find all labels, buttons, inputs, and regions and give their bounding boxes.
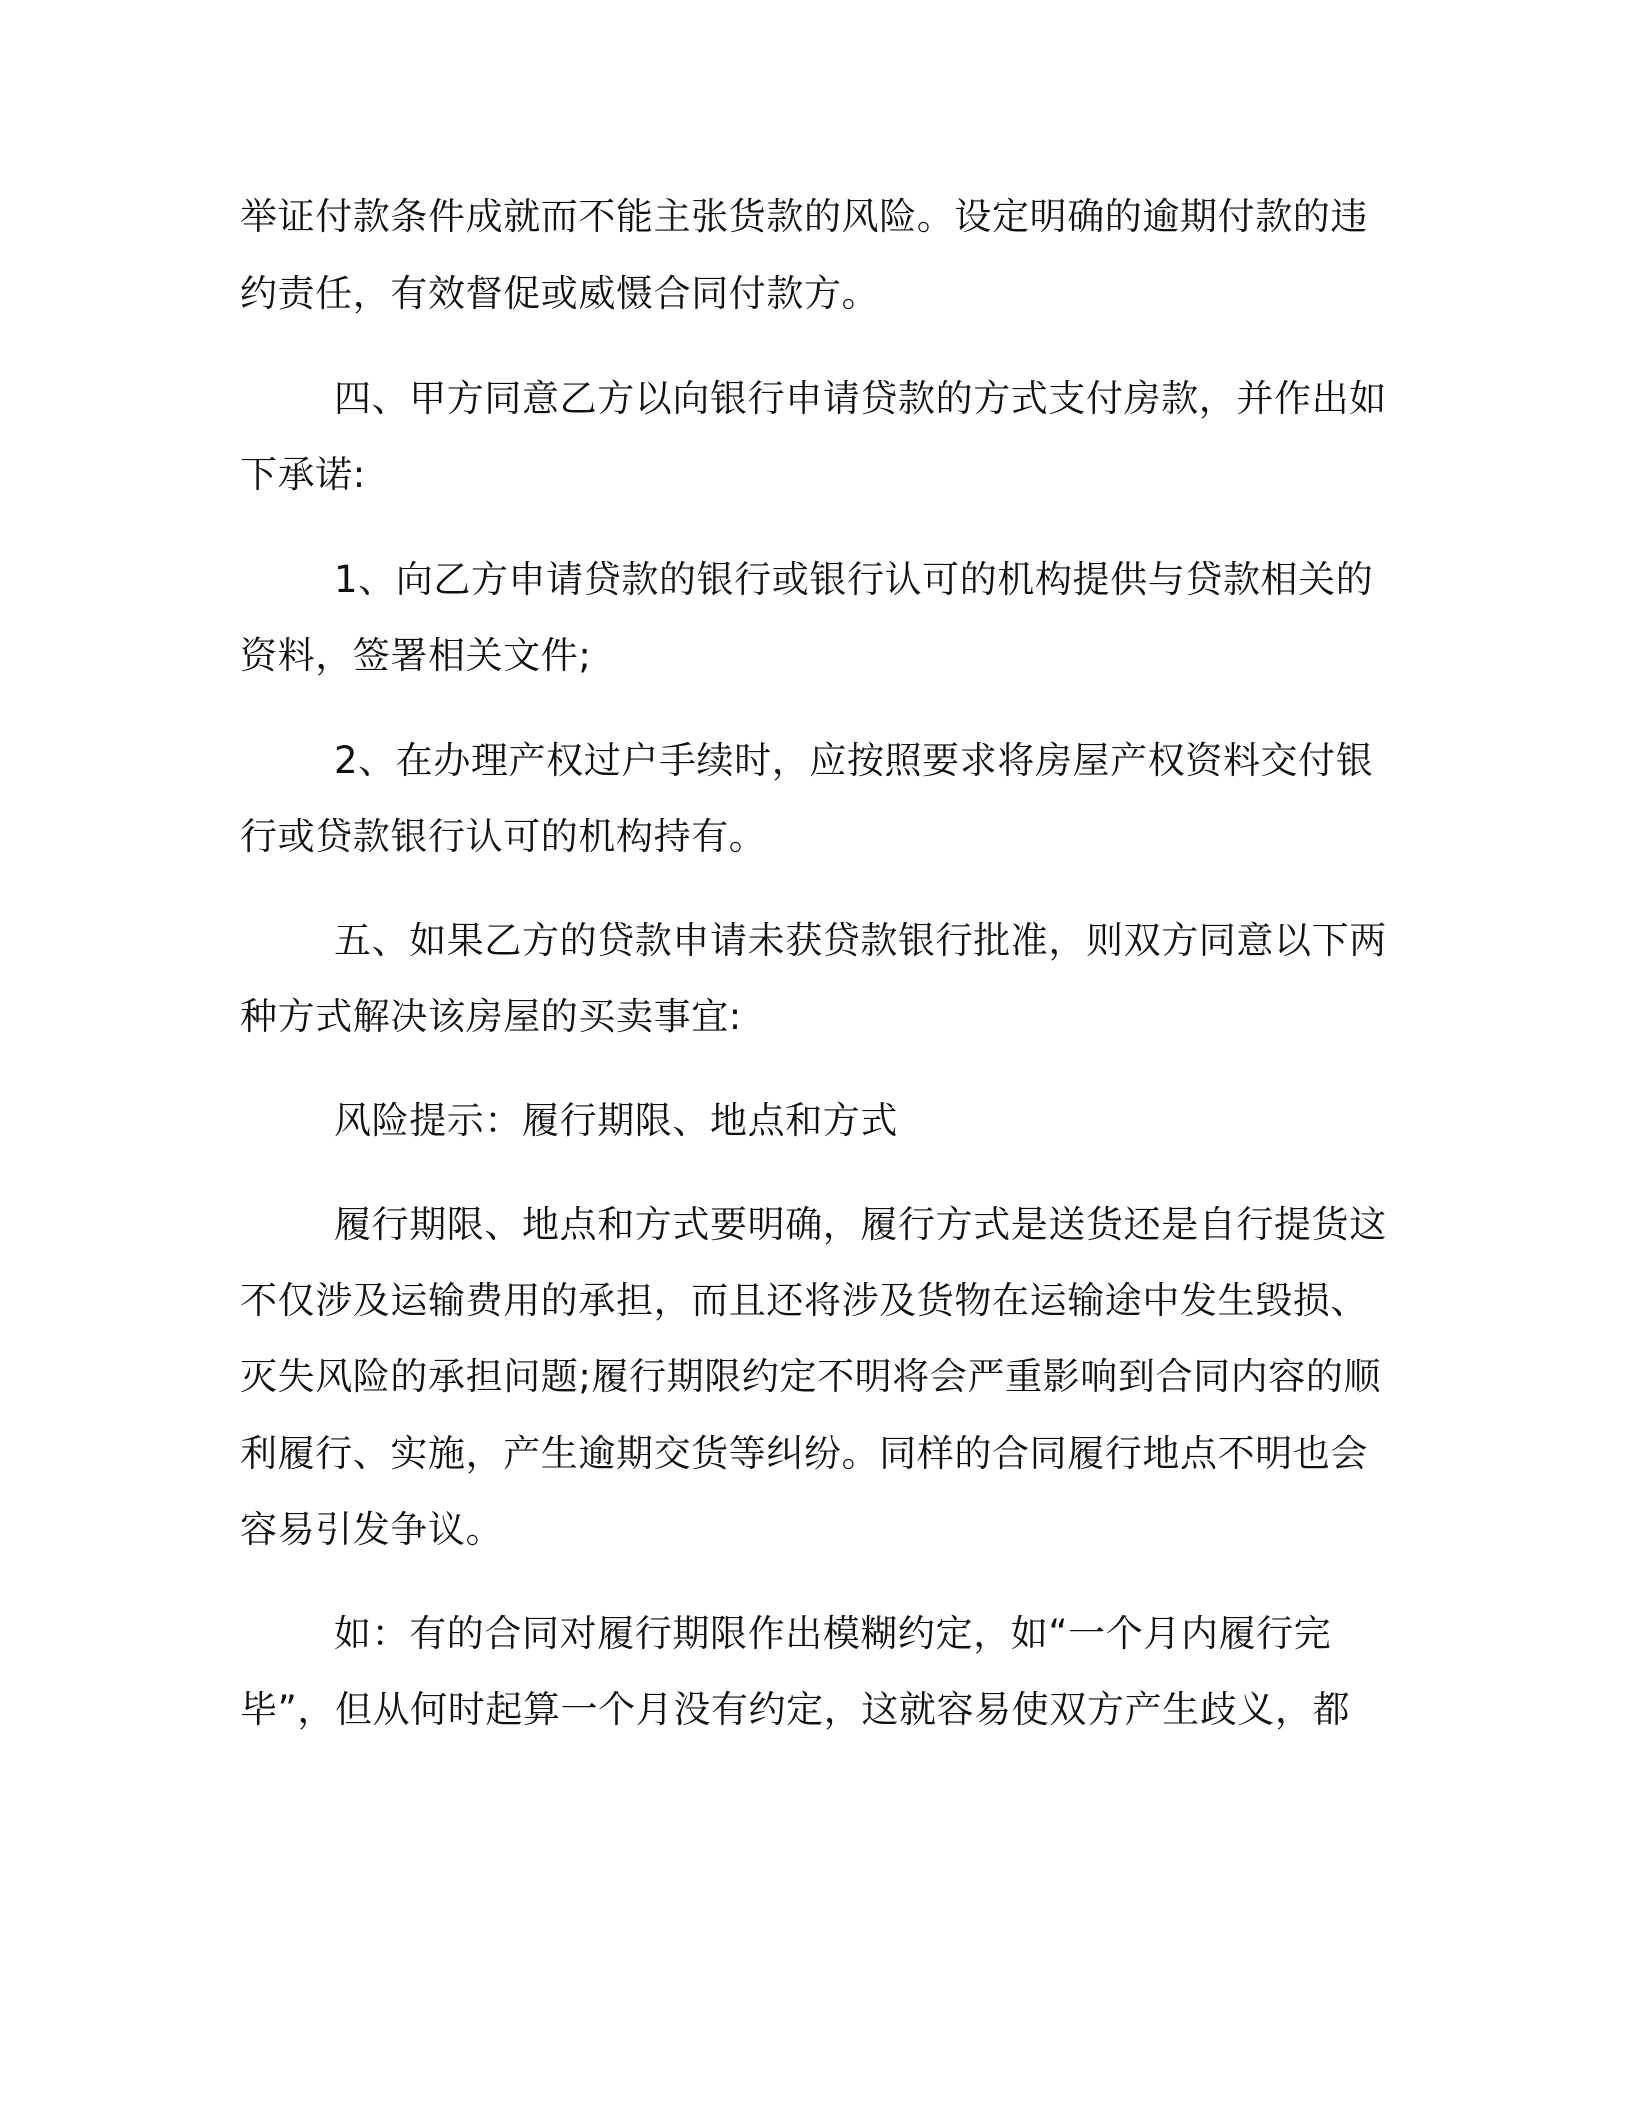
text-line: 1、向乙方申请贷款的银行或银行认可的机构提供与贷款相关的	[334, 558, 1374, 601]
text-line: 种方式解决该房屋的买卖事宜:	[240, 995, 742, 1038]
text-line: 如：有的合同对履行期限作出模糊约定，如“一个月内履行完	[334, 1612, 1332, 1655]
text-line: 举证付款条件成就而不能主张货款的风险。设定明确的逾期付款的违	[240, 195, 1368, 238]
text-line: 风险提示：履行期限、地点和方式	[334, 1099, 898, 1142]
text-line: 灭失风险的承担问题;履行期限约定不明将会严重影响到合同内容的顺	[240, 1355, 1382, 1398]
text-line: 资料，签署相关文件;	[240, 634, 592, 677]
text-line: 行或贷款银行认可的机构持有。	[240, 815, 767, 858]
text-line: 四、甲方同意乙方以向银行申请贷款的方式支付房款，并作出如	[334, 377, 1387, 420]
text-line: 利履行、实施，产生逾期交货等纠纷。同样的合同履行地点不明也会	[240, 1432, 1368, 1475]
text-line: 履行期限、地点和方式要明确，履行方式是送货还是自行提货这	[334, 1203, 1387, 1246]
text-line: 五、如果乙方的贷款申请未获贷款银行批准，则双方同意以下两	[334, 919, 1387, 962]
text-line: 不仅涉及运输费用的承担，而且还将涉及货物在运输途中发生毁损、	[240, 1279, 1368, 1322]
text-line: 约责任，有效督促或威慑合同付款方。	[240, 272, 880, 315]
text-line: 2、在办理产权过户手续时，应按照要求将房屋产权资料交付银	[334, 739, 1374, 782]
text-line: 下承诺:	[240, 453, 366, 496]
text-line: 容易引发争议。	[240, 1508, 504, 1551]
text-line: 毕”，但从何时起算一个月没有约定，这就容易使双方产生歧义，都	[240, 1688, 1351, 1731]
